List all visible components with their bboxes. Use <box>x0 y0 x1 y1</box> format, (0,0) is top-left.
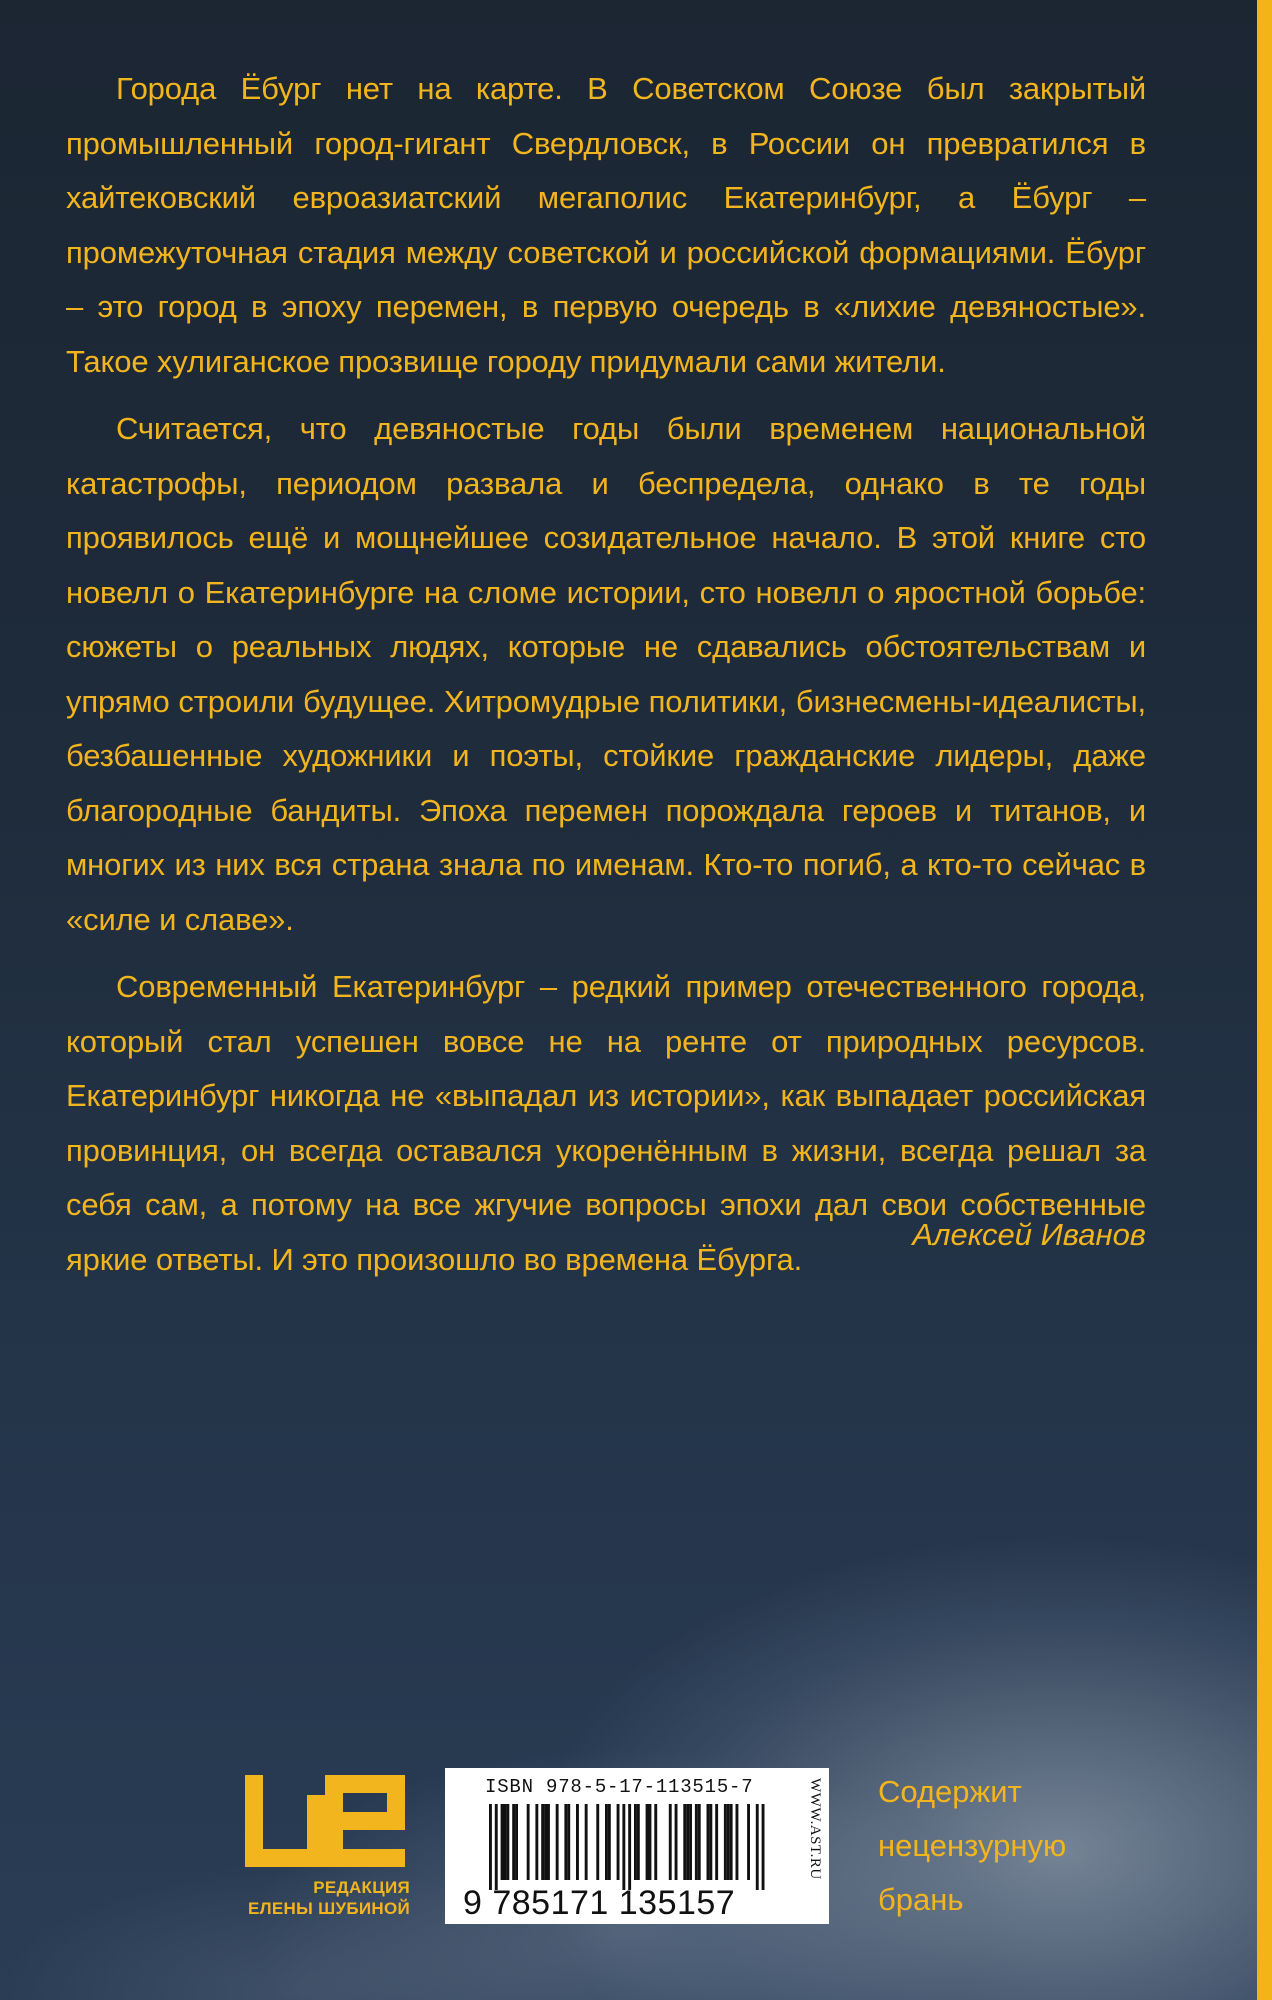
barcode-bar <box>596 1804 599 1880</box>
barcode-bar <box>730 1804 733 1880</box>
warning-line1: Содержит <box>878 1774 1022 1809</box>
barcode-bar <box>504 1804 507 1880</box>
publisher-logo <box>240 1775 410 1919</box>
warning-line2: нецензурную <box>878 1828 1067 1863</box>
barcode-bar <box>489 1804 492 1890</box>
barcode-bar <box>576 1804 579 1880</box>
barcode-bar <box>698 1804 701 1880</box>
barcode-bar <box>709 1804 712 1880</box>
barcode-bar <box>501 1804 504 1880</box>
barcode-bar <box>541 1804 544 1880</box>
isbn-barcode-block <box>445 1768 829 1924</box>
barcode-bar <box>747 1804 750 1880</box>
barcode-bar <box>535 1804 538 1880</box>
barcode-bar <box>617 1804 620 1880</box>
barcode-bar <box>675 1804 678 1880</box>
barcode-bar <box>762 1804 765 1890</box>
barcode-icon <box>469 1804 769 1890</box>
barcode-bar <box>567 1804 570 1880</box>
publisher-mark-icon <box>245 1775 405 1867</box>
barcode-bar <box>686 1804 689 1880</box>
publisher-name-line1: РЕДАКЦИЯ <box>313 1878 410 1897</box>
blurb-paragraph-1: Города Ёбург нет на карте. В Советском Союзе был закрытый промышленный город-гигант Свердловск, в России он превратился в хайтековский евроазиатский мегаполис Екатеринбург, а Ёбург – промежуточная стадия между советской и российской формациями. Ёбург – это город в эпоху перемен, в первую очередь в «лихие девяностые». Такое хулиганское прозвище городу придумали сами жители. <box>66 71 1146 379</box>
barcode-bar <box>634 1804 637 1880</box>
barcode-bar <box>547 1804 550 1880</box>
barcode-bar <box>669 1804 672 1880</box>
barcode-bar <box>544 1804 547 1880</box>
barcode-bar <box>628 1804 631 1890</box>
barcode-bar <box>506 1804 509 1880</box>
blurb-text <box>66 62 1146 1300</box>
barcode-digits: 9 785171 135157 <box>463 1884 736 1922</box>
barcode-bar <box>683 1804 686 1880</box>
barcode-bar <box>495 1804 498 1890</box>
warning-line3: брань <box>878 1882 964 1917</box>
barcode-bar <box>715 1804 718 1880</box>
barcode-bar <box>585 1804 588 1880</box>
barcode-bar <box>608 1804 611 1880</box>
content-warning <box>878 1765 1066 1927</box>
barcode-bar <box>527 1804 530 1880</box>
barcode-bar <box>564 1804 567 1880</box>
barcode-bar <box>515 1804 518 1880</box>
barcode-bar <box>689 1804 692 1880</box>
barcode-bar <box>756 1804 759 1890</box>
barcode-bar <box>556 1804 559 1880</box>
blurb-paragraph-3: Современный Екатеринбург – редкий пример отечественного города, который стал успешен вовсе не на ренте от природных ресурсов. Екатеринбург никогда не «выпадал из истории», как выпадает российская провинция, он всегда оставался укоренённым в жизни, всегда решал за себя сам, а потому на все жгучие вопросы эпохи дал свои собственные яркие ответы. И это произошло во времена Ёбурга. <box>66 969 1146 1277</box>
barcode-bar <box>736 1804 739 1880</box>
publisher-name-line2: ЕЛЕНЫ ШУБИНОЙ <box>248 1899 410 1918</box>
barcode-bar <box>637 1804 640 1880</box>
barcode-bar <box>622 1804 625 1890</box>
barcode-bar <box>707 1804 710 1880</box>
author-signature: Алексей Иванов <box>912 1217 1146 1252</box>
spine-edge <box>1257 0 1272 2000</box>
publisher-website: WWW.AST.RU <box>807 1778 823 1880</box>
barcode-bar <box>695 1804 698 1880</box>
barcode-bar <box>727 1804 730 1880</box>
barcode-bar <box>649 1804 652 1880</box>
barcode-bar <box>512 1804 515 1880</box>
barcode-bar <box>646 1804 649 1880</box>
barcode-bar <box>724 1804 727 1880</box>
blurb-paragraph-2: Считается, что девяностые годы были временем национальной катастрофы, периодом развала и беспредела, однако в те годы проявилось ещё и мощнейшее созидательное начало. В этой книге сто новелл о Екатеринбурге на сломе истории, сто новелл о яростной борьбе: сюжеты о реальных людях, которые не сдавались обстоятельствам и упрямо строили будущее. Хитромудрые политики, бизнесмены-идеалисты, безбашенные художники и поэты, стойкие гражданские лидеры, даже благородные бандиты. Эпоха перемен порождала героев и титанов, и многих из них вся страна знала по именам. Кто-то погиб, а кто-то сейчас в «силе и славе». <box>66 411 1146 937</box>
barcode-bar <box>654 1804 657 1880</box>
barcode-bar <box>605 1804 608 1880</box>
isbn-label: ISBN 978-5-17-113515-7 <box>485 1776 754 1798</box>
